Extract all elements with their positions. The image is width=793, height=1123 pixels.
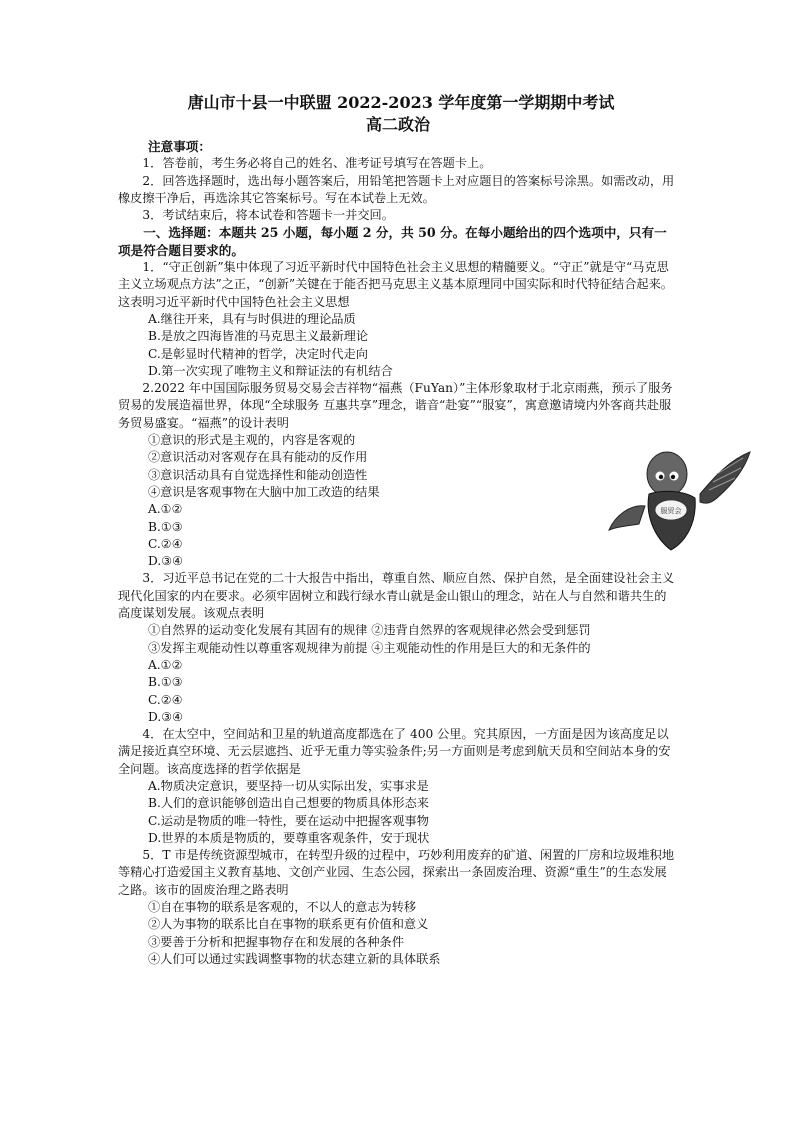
q4-option-c: C.运动是物质的唯一特性，要在运动中把握客观事物: [148, 813, 429, 828]
q3-statements-3-4: ③发挥主观能动性以尊重客观规律为前提 ④主观能动性的作用是巨大的和无条件的: [148, 640, 591, 655]
q4-option-d: D.世界的本质是物质的，要尊重客观条件，安于现状: [148, 830, 430, 845]
fuyan-mascot-image: [605, 446, 755, 556]
q2-option-c: C.②④: [148, 536, 183, 551]
q3-option-b: B.①③: [148, 675, 183, 690]
q2-option-b: B.①③: [148, 519, 183, 534]
q4-option-b: B.人们的意识能够创造出自己想要的物质具体形态来: [148, 796, 429, 811]
q1-option-b: B.是放之四海皆准的马克思主义最新理论: [148, 329, 369, 344]
q4-option-a: A.物质决定意识，要坚持一切从实际出发，实事求是: [148, 778, 429, 793]
q1-option-d: D.第一次实现了唯物主义和辩证法的有机结合: [148, 363, 393, 378]
exam-page: [118, 92, 678, 968]
q3-statements-1-2: ①自然界的运动变化发展有其固有的规律 ②违背自然界的客观规律必然会受到惩罚: [148, 623, 591, 638]
q4-stem: 4．在太空中，空间站和卫星的轨道高度都选在了 400 公里。究其原因，一方面是因为该高度足以满足接近真空环境、无云层遮挡、近乎无重力等实验条件;另一方面则是考虑到航天员和空间站本身的安全问题。该高度选择的哲学依据是: [118, 727, 671, 776]
exam-subtitle: 高二政治: [365, 115, 430, 134]
notice-2: 2．回答选择题时，选出每小题答案后，用铅笔把答题卡上对应题目的答案标号涂黑。如需改动，用橡皮擦干净后，再选涂其它答案标号。写在本试卷上无效。: [118, 173, 675, 205]
q3-option-a: A.①②: [148, 657, 183, 672]
q5-statement-3: ③要善于分析和把握事物存在和发展的各种条件: [148, 934, 404, 949]
q1-option-a: A.继往开来，具有与时俱进的理论品质: [148, 311, 356, 326]
q3-option-c: C.②④: [148, 692, 183, 707]
exam-title: 唐山市十县一中联盟 2022-2023 学年度第一学期期中考试: [187, 93, 615, 112]
q5-statement-2: ②人为事物的联系比自在事物的联系更有价值和意义: [148, 917, 429, 932]
mascot-badge-text: 服贸会: [660, 507, 682, 515]
q1-stem: 1．“守正创新”集中体现了习近平新时代中国特色社会主义思想的精髓要义。“守正”就是守“马克思主义立场观点方法”之正，“创新”关键在于能否把马克思主义基本原理同中国实际和时代特征结合起来。这表明习近平新时代中国特色社会主义思想: [118, 260, 673, 309]
q5-statement-1: ①自在事物的联系是客观的，不以人的意志为转移: [148, 900, 417, 915]
q3-option-d: D.③④: [148, 709, 184, 724]
q2-option-a: A.①②: [148, 502, 183, 517]
q5-stem: 5．T 市是传统资源型城市，在转型升级的过程中，巧妙利用废弃的矿道、闲置的厂房和垃圾堆积地等精心打造爱国主义教育基地、文创产业园、生态公园，探索出一条固废治理、资源“重生”的生态发展之路。该市的固废治理之路表明: [118, 848, 675, 897]
section-heading: 一、选择题：本题共 25 小题，每小题 2 分，共 50 分。在每小题给出的四个选项中，只有一项是符合题目要求的。: [118, 225, 667, 258]
q2-statement-3: ③意识活动具有自觉选择性和能动创造性: [148, 467, 368, 482]
q2-statement-2: ②意识活动对客观存在具有能动的反作用: [148, 450, 368, 465]
q2-stem: 2.2022 年中国国际服务贸易交易会吉祥物“福燕（FuYan）”主体形象取材于北京雨燕，预示了服务贸易的发展造福世界，体现“全球服务 互惠共享”理念，谐音“赴宴”“服宴”，寓意邀请境内外客商共赴服务贸易盛宴。“福燕”的设计表明: [118, 381, 673, 430]
q3-stem: 3．习近平总书记在党的二十大报告中指出，尊重自然、顺应自然、保护自然，是全面建设社会主义现代化国家的内在要求。必须牢固树立和践行绿水青山就是金山银山的理念，站在人与自然和谐共生的高度谋划发展。该观点表明: [118, 571, 675, 621]
q2-option-d: D.③④: [148, 554, 184, 569]
q2-statement-1: ①意识的形式是主观的，内容是客观的: [148, 433, 356, 448]
q1-option-c: C.是彰显时代精神的哲学，决定时代走向: [148, 346, 368, 361]
notice-heading: 注意事项：: [148, 139, 211, 154]
notice-1: 1．答卷前，考生务必将自己的姓名、准考证号填写在答题卡上。: [142, 156, 492, 171]
q5-statement-4: ④人们可以通过实践调整事物的状态建立新的具体联系: [148, 951, 441, 966]
notice-3: 3．考试结束后，将本试卷和答题卡一并交回。: [142, 208, 394, 223]
q2-statement-4: ④意识是客观事物在大脑中加工改造的结果: [148, 484, 380, 499]
